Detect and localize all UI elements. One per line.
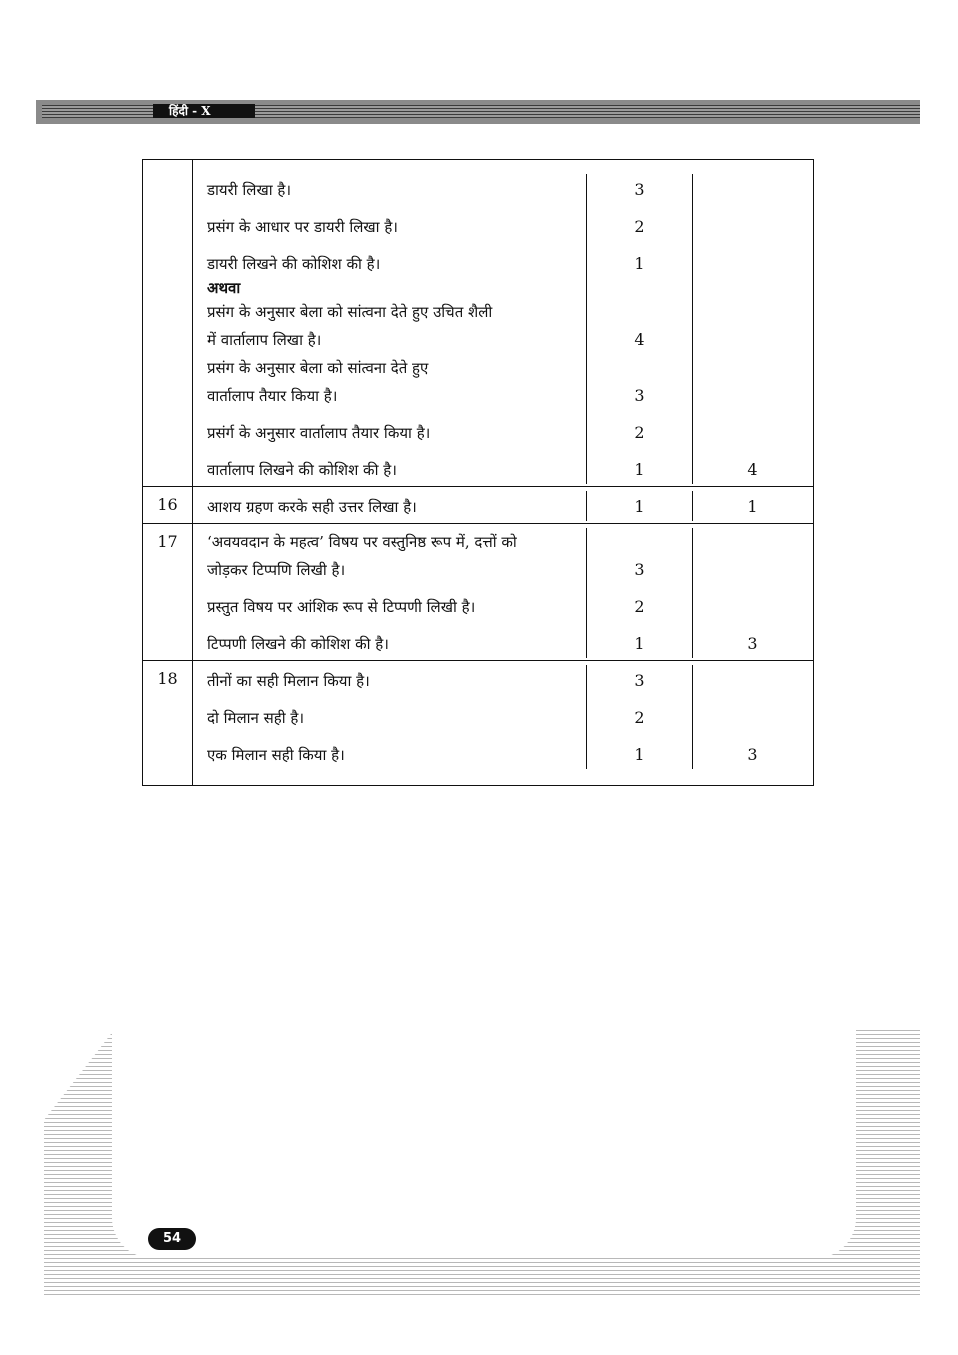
alternative-label: अथवा bbox=[207, 279, 241, 297]
criterion-description bbox=[193, 695, 587, 732]
total-cell bbox=[693, 410, 812, 447]
total-value: 1 bbox=[747, 497, 758, 516]
criterion-text: में वार्तालाप लिखा है। bbox=[207, 331, 322, 349]
total-cell bbox=[693, 491, 812, 521]
total-cell bbox=[693, 241, 812, 278]
criterion-description bbox=[193, 174, 587, 204]
criterion-description bbox=[193, 665, 587, 695]
criterion-line bbox=[193, 621, 813, 658]
total-cell bbox=[693, 204, 812, 241]
criterion-description bbox=[193, 491, 587, 521]
total-cell bbox=[693, 174, 812, 204]
total-cell bbox=[693, 584, 812, 621]
question-number: 16 bbox=[143, 487, 193, 523]
criterion-line bbox=[193, 732, 813, 769]
criterion-description bbox=[193, 621, 587, 658]
criterion-text: तीनों का सही मिलान किया है। bbox=[207, 672, 370, 690]
score-value: 3 bbox=[634, 560, 645, 579]
criterion-line bbox=[193, 665, 813, 695]
criterion-line bbox=[193, 241, 813, 278]
table-row bbox=[143, 160, 813, 486]
score-cell bbox=[587, 732, 693, 769]
criterion-line bbox=[193, 447, 813, 484]
criterion-line bbox=[193, 174, 813, 204]
total-cell bbox=[693, 278, 812, 354]
criterion-text: एक मिलान सही किया है। bbox=[207, 746, 345, 764]
criterion-description bbox=[193, 410, 587, 447]
score-value: 1 bbox=[634, 497, 645, 516]
criterion-line bbox=[193, 354, 813, 410]
question-number: 18 bbox=[143, 661, 193, 785]
score-cell bbox=[587, 241, 693, 278]
score-value: 3 bbox=[634, 386, 645, 405]
criterion-text: दो मिलान सही है। bbox=[207, 709, 305, 727]
score-cell bbox=[587, 204, 693, 241]
criterion-text: डायरी लिखने की कोशिश की है। bbox=[207, 255, 381, 273]
page-number: 54 bbox=[148, 1228, 196, 1250]
score-cell bbox=[587, 695, 693, 732]
score-value: 2 bbox=[634, 217, 645, 236]
criterion-line bbox=[193, 584, 813, 621]
criterion-text: प्रसंग के अनुसार बेला को सांत्वना देते हुए bbox=[207, 359, 429, 377]
criterion-description bbox=[193, 584, 587, 621]
score-cell bbox=[587, 528, 693, 584]
criterion-text: ‘अवयवदान के महत्व’ विषय पर वस्तुनिष्ठ रूप में, दत्तों को bbox=[207, 533, 517, 551]
criterion-description bbox=[193, 204, 587, 241]
criterion-text: प्रस्तुत विषय पर आंशिक रूप से टिप्पणी लिखी है। bbox=[207, 598, 476, 616]
criterion-text: वार्तालाप तैयार किया है। bbox=[207, 387, 338, 405]
total-cell bbox=[693, 447, 812, 484]
footer-card bbox=[112, 1030, 856, 1258]
score-cell bbox=[587, 447, 693, 484]
table-row bbox=[143, 523, 813, 660]
score-cell bbox=[587, 174, 693, 204]
total-cell bbox=[693, 621, 812, 658]
criterion-line bbox=[193, 695, 813, 732]
total-cell bbox=[693, 695, 812, 732]
score-value: 1 bbox=[634, 254, 645, 273]
criterion-text: टिप्पणी लिखने की कोशिश की है। bbox=[207, 635, 389, 653]
criterion-line bbox=[193, 491, 813, 521]
criterion-line bbox=[193, 204, 813, 241]
score-cell bbox=[587, 410, 693, 447]
total-cell bbox=[693, 665, 812, 695]
criterion-description bbox=[193, 528, 587, 584]
question-number bbox=[143, 160, 193, 486]
criterion-text: प्रसंग के अनुसार बेला को सांत्वना देते हुए उचित शैली bbox=[207, 303, 493, 321]
total-value: 4 bbox=[747, 460, 758, 479]
table-row bbox=[143, 660, 813, 785]
total-cell bbox=[693, 354, 812, 410]
criterion-description bbox=[193, 447, 587, 484]
score-value: 4 bbox=[634, 330, 645, 349]
score-value: 1 bbox=[634, 460, 645, 479]
score-cell bbox=[587, 665, 693, 695]
score-cell bbox=[587, 354, 693, 410]
score-value: 3 bbox=[634, 180, 645, 199]
criterion-line bbox=[193, 410, 813, 447]
question-number: 17 bbox=[143, 524, 193, 660]
score-value: 2 bbox=[634, 597, 645, 616]
footer-corner bbox=[44, 1030, 114, 1120]
criterion-description bbox=[193, 241, 587, 278]
criterion-text: जोड़कर टिप्पणि लिखी है। bbox=[207, 561, 346, 579]
criterion-line bbox=[193, 278, 813, 354]
score-cell bbox=[587, 584, 693, 621]
total-cell bbox=[693, 528, 812, 584]
criterion-description bbox=[193, 278, 587, 354]
score-value: 2 bbox=[634, 708, 645, 727]
marking-scheme-table bbox=[142, 159, 814, 786]
criterion-line bbox=[193, 528, 813, 584]
criterion-description bbox=[193, 732, 587, 769]
score-cell bbox=[587, 278, 693, 354]
criterion-text: प्रसंग के आधार पर डायरी लिखा है। bbox=[207, 218, 398, 236]
total-value: 3 bbox=[747, 745, 758, 764]
score-cell bbox=[587, 491, 693, 521]
criterion-text: आशय ग्रहण करके सही उत्तर लिखा है। bbox=[207, 498, 417, 516]
total-cell bbox=[693, 732, 812, 769]
score-cell bbox=[587, 621, 693, 658]
criterion-text: डायरी लिखा है। bbox=[207, 181, 292, 199]
criterion-description bbox=[193, 354, 587, 410]
score-value: 1 bbox=[634, 745, 645, 764]
subject-label: हिंदी - X bbox=[153, 104, 255, 118]
score-value: 1 bbox=[634, 634, 645, 653]
score-value: 2 bbox=[634, 423, 645, 442]
criterion-text: प्रसंर्ग के अनुसार वार्तालाप तैयार किया है। bbox=[207, 424, 431, 442]
score-value: 3 bbox=[634, 671, 645, 690]
criterion-text: वार्तालाप लिखने की कोशिश की है। bbox=[207, 461, 397, 479]
total-value: 3 bbox=[747, 634, 758, 653]
table-row bbox=[143, 486, 813, 523]
